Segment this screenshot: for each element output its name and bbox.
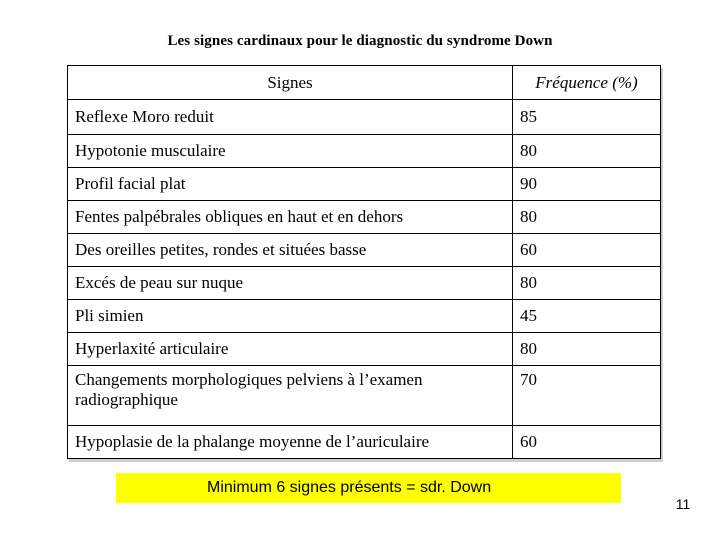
summary-note: Minimum 6 signes présents = sdr. Down <box>116 473 621 503</box>
sign-cell: Reflexe Moro reduit <box>68 100 513 135</box>
table-row <box>68 267 661 300</box>
header-frequency: Fréquence (%) <box>513 66 661 100</box>
frequency-cell: 90 <box>513 168 661 201</box>
table-row <box>68 135 661 168</box>
page-title: Les signes cardinaux pour le diagnostic du syndrome Down <box>167 33 553 49</box>
table-row <box>68 201 661 234</box>
frequency-cell: 70 <box>513 366 661 426</box>
sign-cell: Hypoplasie de la phalange moyenne de l’auriculaire <box>68 426 513 459</box>
sign-cell: Hypotonie musculaire <box>68 135 513 168</box>
table-row <box>68 100 661 135</box>
frequency-cell: 80 <box>513 267 661 300</box>
frequency-cell: 80 <box>513 201 661 234</box>
frequency-cell: 80 <box>513 333 661 366</box>
table-row <box>68 333 661 366</box>
sign-cell: Fentes palpébrales obliques en haut et en dehors <box>68 201 513 234</box>
sign-cell: Profil facial plat <box>68 168 513 201</box>
frequency-cell: 45 <box>513 300 661 333</box>
table-row <box>68 426 661 459</box>
sign-cell: Hyperlaxité articulaire <box>68 333 513 366</box>
frequency-cell: 60 <box>513 234 661 267</box>
header-signs: Signes <box>68 66 513 100</box>
frequency-cell: 85 <box>513 100 661 135</box>
sign-cell: Des oreilles petites, rondes et situées basse <box>68 234 513 267</box>
frequency-cell: 60 <box>513 426 661 459</box>
frequency-cell: 80 <box>513 135 661 168</box>
sign-cell: Changements morphologiques pelviens à l’examen radiographique <box>68 366 513 426</box>
table-row <box>68 366 661 426</box>
sign-cell: Pli simien <box>68 300 513 333</box>
signs-table <box>67 65 661 459</box>
table-row <box>68 234 661 267</box>
table-row <box>68 168 661 201</box>
sign-cell: Excés de peau sur nuque <box>68 267 513 300</box>
page-number: 11 <box>675 496 691 512</box>
table-row <box>68 300 661 333</box>
table-header-row <box>68 66 661 100</box>
